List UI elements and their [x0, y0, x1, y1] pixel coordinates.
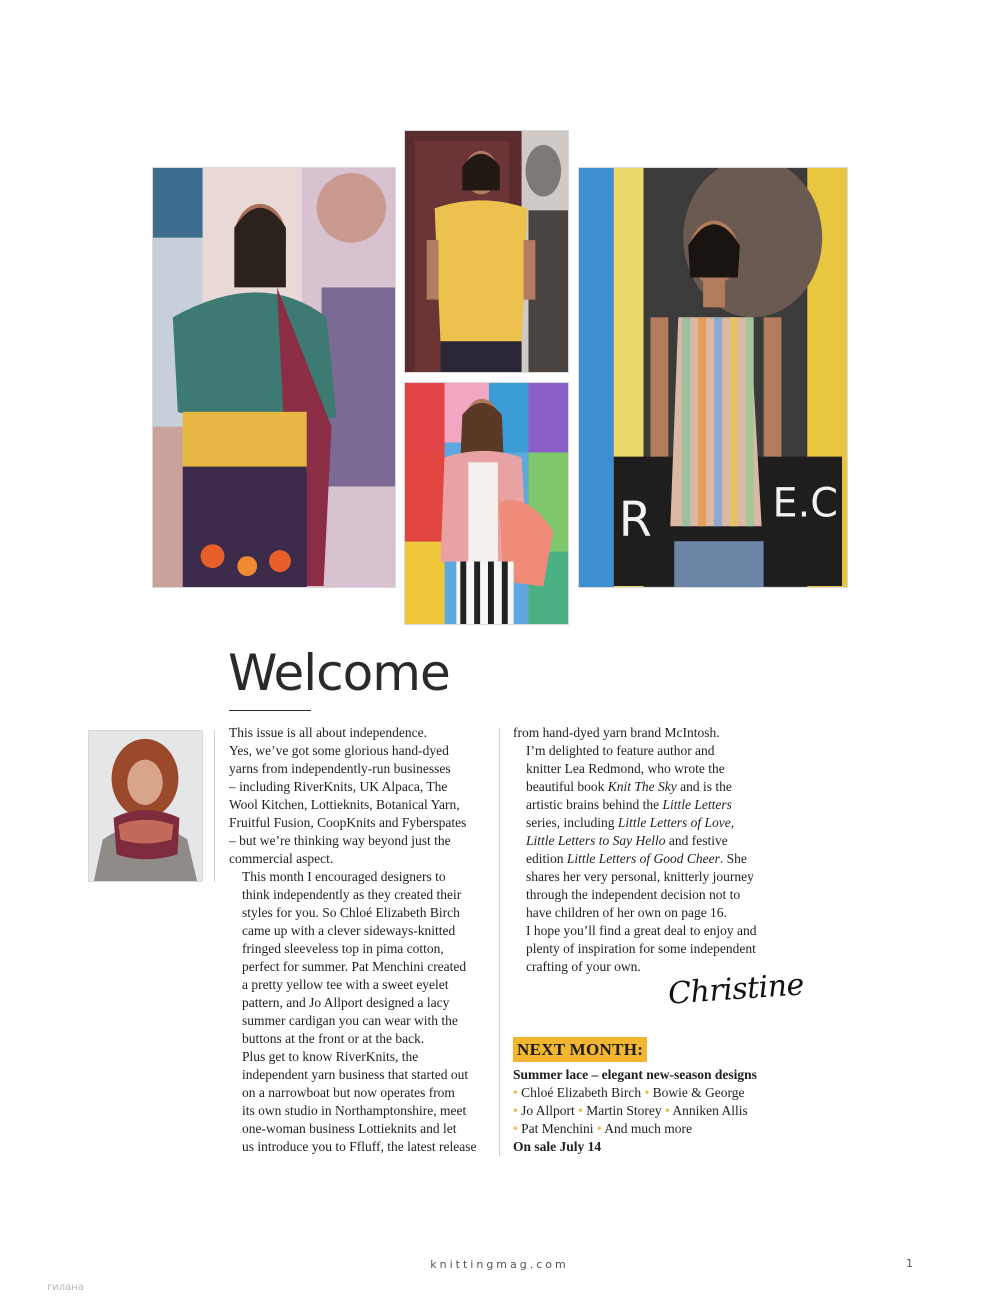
- svg-text:R: R: [618, 493, 652, 549]
- on-sale-date: On sale July 14: [513, 1139, 602, 1154]
- text-line: shares her very personal, knitterly journey: [526, 869, 754, 884]
- text-line: pattern, and Jo Allport designed a lacy: [242, 995, 450, 1010]
- footer-url: knittingmag.com: [430, 1258, 569, 1271]
- paragraph: [229, 724, 491, 868]
- column-divider: [499, 728, 500, 1156]
- text-line: plenty of inspiration for some independent: [526, 941, 756, 956]
- editorial-column-1: [229, 724, 491, 1156]
- text-line: Yes, we’ve got some glorious hand-dyed: [229, 743, 449, 758]
- text-line: fringed sleeveless top in pima cotton,: [242, 941, 444, 956]
- text-line: This issue is all about independence.: [229, 725, 427, 740]
- text-line: us introduce you to Ffluff, the latest release: [242, 1139, 477, 1154]
- designer-name: Pat Menchini: [521, 1121, 594, 1136]
- text-line: perfect for summer. Pat Menchini created: [242, 959, 467, 974]
- text-line: styles for you. So Chloé Elizabeth Birch: [242, 905, 460, 920]
- title-underline: [229, 710, 311, 711]
- text-line: one-woman business Lottieknits and let: [242, 1121, 457, 1136]
- column-divider: [214, 730, 215, 882]
- photo-pink-cardigan-model: [404, 382, 569, 625]
- next-month-headline: Summer lace – elegant new-season designs: [513, 1067, 757, 1082]
- designer-line: [513, 1102, 803, 1120]
- designer-name: And much more: [604, 1121, 692, 1136]
- text-line: crafting of your own.: [526, 959, 641, 974]
- page-number: 1: [906, 1257, 913, 1270]
- text-line: I’m delighted to feature author and: [526, 743, 715, 758]
- text-line: series, including Little Letters of Love,: [526, 815, 735, 830]
- bullet-icon: •: [513, 1085, 522, 1100]
- paragraph: [513, 724, 775, 742]
- text-line: on a narrowboat but now operates from: [242, 1085, 455, 1100]
- text-line: artistic brains behind the Little Letters: [526, 797, 732, 812]
- next-month-badge: NEXT MONTH:: [513, 1037, 647, 1062]
- designer-list: [513, 1084, 803, 1138]
- designer-line: [513, 1120, 803, 1138]
- watermark-text: гилана: [47, 1282, 84, 1293]
- text-line: independent yarn business that started out: [242, 1067, 469, 1082]
- photo-yellow-tee-model: [404, 130, 569, 373]
- text-line: Plus get to know RiverKnits, the: [242, 1049, 419, 1064]
- paragraph: [229, 868, 491, 1048]
- designer-name: Bowie & George: [652, 1085, 745, 1100]
- designer-name: Anniken Allis: [672, 1103, 748, 1118]
- text-line: commercial aspect.: [229, 851, 334, 866]
- text-line: knitter Lea Redmond, who wrote the: [526, 761, 725, 776]
- designer-line: [513, 1084, 803, 1102]
- text-line: Little Letters to Say Hello and festive: [526, 833, 728, 848]
- text-line: from hand-dyed yarn brand McIntosh.: [513, 725, 720, 740]
- photo-striped-top-model: [578, 167, 848, 588]
- bullet-icon: •: [596, 1121, 605, 1136]
- text-line: a pretty yellow tee with a sweet eyelet: [242, 977, 449, 992]
- text-line: edition Little Letters of Good Cheer. She: [526, 851, 747, 866]
- text-line: yarns from independently-run businesses: [229, 761, 451, 776]
- text-line: – but we’re thinking way beyond just the: [229, 833, 451, 848]
- paragraph: [229, 1048, 491, 1156]
- text-line: Fruitful Fusion, CoopKnits and Fyberspates: [229, 815, 467, 830]
- text-line: through the independent decision not to: [526, 887, 741, 902]
- page-title: Welcome: [228, 644, 450, 702]
- paragraph: [513, 922, 775, 976]
- designer-name: Jo Allport: [521, 1103, 575, 1118]
- text-line: its own studio in Northamptonshire, meet: [242, 1103, 467, 1118]
- text-line: have children of her own on page 16.: [526, 905, 727, 920]
- text-line: – including RiverKnits, UK Alpaca, The: [229, 779, 448, 794]
- text-line: I hope you’ll find a great deal to enjoy and: [526, 923, 757, 938]
- designer-name: Martin Storey: [586, 1103, 662, 1118]
- next-month-list: [513, 1066, 803, 1156]
- text-line: buttons at the front or at the back.: [242, 1031, 425, 1046]
- bullet-icon: •: [664, 1103, 673, 1118]
- photo-shawl-model: [152, 167, 396, 588]
- text-line: summer cardigan you can wear with the: [242, 1013, 458, 1028]
- text-line: beautiful book Knit The Sky and is the: [526, 779, 732, 794]
- svg-text:E.C: E.C: [772, 480, 838, 527]
- bullet-icon: •: [644, 1085, 653, 1100]
- editorial-column-2: [513, 724, 775, 976]
- paragraph: [513, 742, 775, 922]
- text-line: This month I encouraged designers to: [242, 869, 446, 884]
- text-line: Wool Kitchen, Lottieknits, Botanical Yarn,: [229, 797, 460, 812]
- text-line: came up with a clever sideways-knitted: [242, 923, 456, 938]
- editor-signature: Christine: [666, 967, 805, 1012]
- bullet-icon: •: [578, 1103, 587, 1118]
- designer-name: Chloé Elizabeth Birch: [521, 1085, 642, 1100]
- text-line: think independently as they created their: [242, 887, 462, 902]
- bullet-icon: •: [513, 1121, 522, 1136]
- editor-portrait: [88, 730, 203, 882]
- bullet-icon: •: [513, 1103, 522, 1118]
